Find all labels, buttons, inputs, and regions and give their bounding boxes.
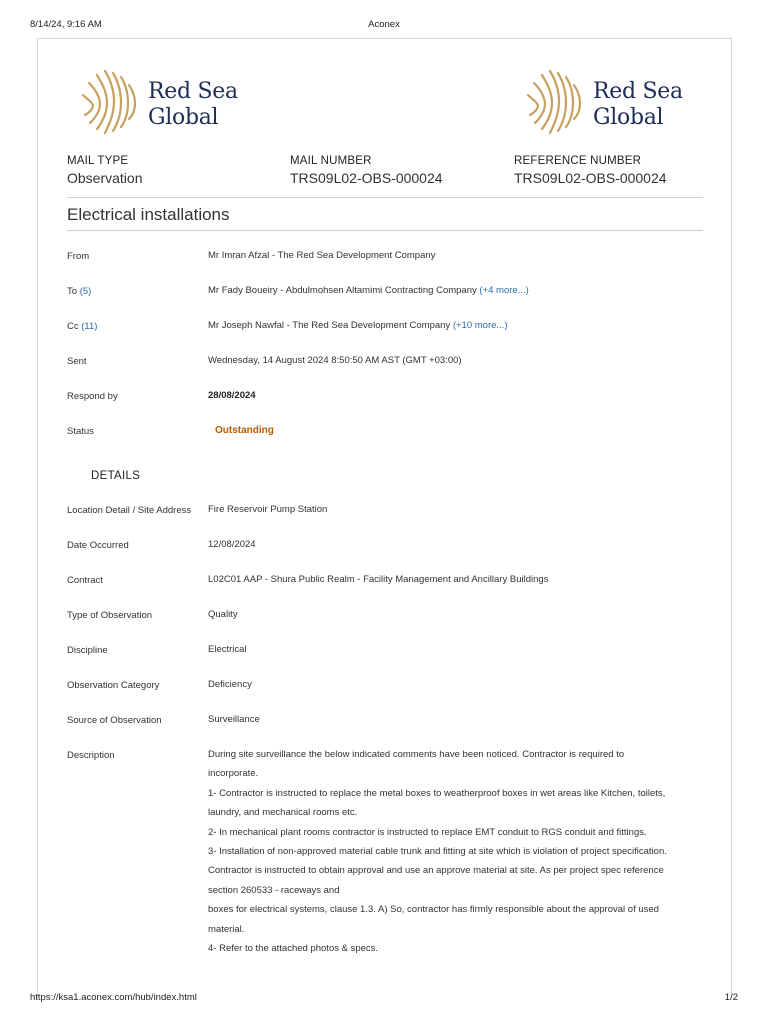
mail-number-block <box>290 155 500 186</box>
print-page-number: 1/2 <box>724 992 738 1003</box>
from-value <box>208 246 702 265</box>
location-label: Location Detail / Site Address <box>67 505 192 516</box>
mail-type-block <box>67 155 277 186</box>
description-line: boxes for electrical systems, clause 1.3. A) So, contractor has firmly responsible about the approval of used <box>208 904 659 916</box>
to-label-cell <box>67 286 207 297</box>
description-line: Contractor is instructed to obtain approval and use an approve material at site. As per project spec reference <box>208 865 664 877</box>
reference-number-block <box>514 155 724 186</box>
brand-line-2: Global <box>593 105 664 130</box>
from-label: From <box>67 251 90 262</box>
contract-label: Contract <box>67 575 103 586</box>
cc-label-cell <box>67 321 207 332</box>
print-header <box>30 19 738 33</box>
status-label: Status <box>67 426 94 437</box>
brand-name <box>593 79 683 131</box>
mail-number-value: TRS09L02-OBS-000024 <box>290 170 443 186</box>
to-more-link[interactable]: (+4 more...) <box>479 285 529 296</box>
description-line: 3- Installation of non-approved material cable trunk and fitting at site which is violation of project specification. <box>208 846 667 858</box>
cc-count-link[interactable]: (11) <box>81 321 98 332</box>
print-footer <box>30 992 738 1006</box>
description-line: During site surveillance the below indicated comments have been noticed. Contractor is required to <box>208 749 625 760</box>
description-line: section 260533 - raceways and <box>208 884 340 896</box>
brand-line-1: Red Sea <box>148 79 238 104</box>
status-value-cell <box>208 421 702 440</box>
to-label: To <box>67 286 78 297</box>
location-value: Fire Reservoir Pump Station <box>208 504 328 515</box>
sent-label: Sent <box>67 356 87 367</box>
red-sea-global-mark-icon <box>77 67 147 137</box>
cc-more-link[interactable]: (+10 more...) <box>452 320 508 331</box>
date-occurred-label: Date Occurred <box>67 540 129 551</box>
to-count-link[interactable]: (5) <box>79 286 92 297</box>
print-title: Aconex <box>368 19 400 30</box>
from-sender[interactable]: Mr Imran Afzal - The Red Sea Development Company <box>208 250 436 261</box>
mail-number-label: MAIL NUMBER <box>290 155 372 167</box>
mail-type-label: MAIL TYPE <box>67 155 129 167</box>
details-section-title: DETAILS <box>91 470 141 482</box>
respond-by-label: Respond by <box>67 391 118 402</box>
cc-value <box>208 316 702 335</box>
status-badge: Outstanding <box>215 425 274 436</box>
cc-label: Cc <box>67 321 79 332</box>
red-sea-global-mark-icon <box>522 67 592 137</box>
description-label: Description <box>67 750 115 761</box>
discipline-value: Electrical <box>208 644 247 655</box>
brand-line-1: Red Sea <box>593 79 683 104</box>
discipline-label: Discipline <box>67 645 108 656</box>
reference-number-value: TRS09L02-OBS-000024 <box>514 170 667 186</box>
date-occurred-value: 12/08/2024 <box>208 539 256 550</box>
description-line: incorporate. <box>208 768 259 780</box>
company-logo-right <box>522 67 702 137</box>
brand-name <box>148 79 238 131</box>
description-line: 1- Contractor is instructed to replace the metal boxes to weatherproof boxes in wet areas like Kitchen, toilets, <box>208 787 666 799</box>
description-line: 4- Refer to the attached photos & specs. <box>208 943 379 955</box>
respond-by-value: 28/08/2024 <box>208 390 256 401</box>
mail-subject-bar <box>67 197 703 231</box>
mail-card <box>37 38 732 998</box>
print-url: https://ksa1.aconex.com/hub/index.html <box>30 992 197 1003</box>
description-line: 2- In mechanical plant rooms contractor is instructed to replace EMT conduit to RGS conduit and fittings. <box>208 826 647 838</box>
description-text <box>208 745 702 958</box>
description-line: material. <box>208 923 245 935</box>
observation-type-value: Quality <box>208 609 238 620</box>
observation-category-value: Deficiency <box>208 679 252 690</box>
print-datetime: 8/14/24, 9:16 AM <box>30 19 102 30</box>
brand-line-2: Global <box>148 105 219 130</box>
company-logo-left <box>77 67 257 137</box>
mail-type-value: Observation <box>67 170 143 186</box>
mail-subject: Electrical installations <box>67 205 230 224</box>
observation-category-label: Observation Category <box>67 680 160 691</box>
observation-type-label: Type of Observation <box>67 610 153 621</box>
sent-value: Wednesday, 14 August 2024 8:50:50 AM AST (GMT +03:00) <box>208 355 462 366</box>
observation-source-value: Surveillance <box>208 714 260 725</box>
to-value <box>208 281 702 300</box>
contract-value: L02C01 AAP - Shura Public Realm - Facility Management and Ancillary Buildings <box>208 574 549 585</box>
observation-source-label: Source of Observation <box>67 715 162 726</box>
to-recipient[interactable]: Mr Fady Boueiry - Abdulmohsen Altamimi Contracting Company <box>208 285 477 296</box>
reference-number-label: REFERENCE NUMBER <box>514 155 642 167</box>
cc-recipient[interactable]: Mr Joseph Nawfal - The Red Sea Development Company <box>208 320 451 331</box>
description-line: laundry, and mechanical rooms etc. <box>208 807 358 819</box>
